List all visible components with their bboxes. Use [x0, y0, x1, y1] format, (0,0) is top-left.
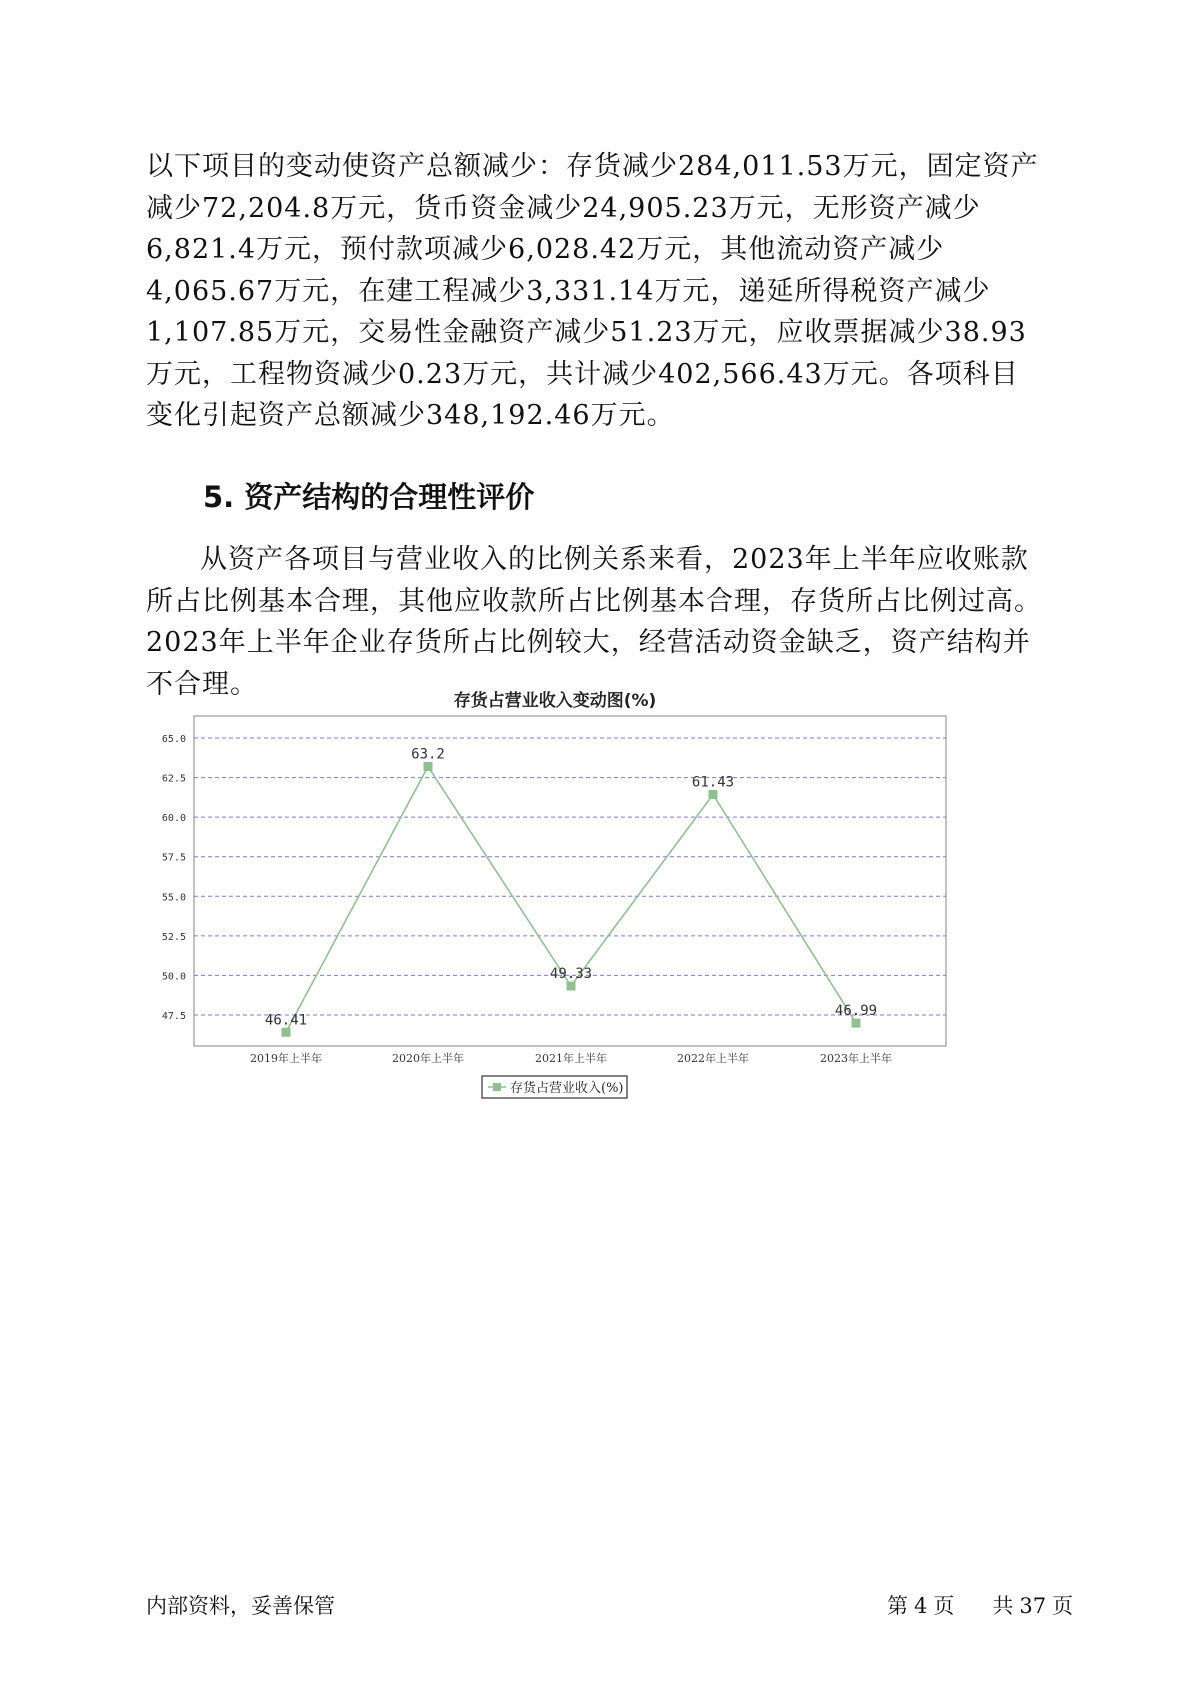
- y-tick-label: 55.0: [161, 892, 186, 904]
- total-unit: 页: [1052, 1594, 1074, 1618]
- y-tick-label: 60.0: [161, 813, 186, 825]
- inventory-revenue-chart: [0, 690, 1191, 1150]
- y-tick-label: 57.5: [161, 852, 186, 864]
- data-point-marker: [852, 1019, 861, 1028]
- series-line: [286, 766, 856, 1032]
- footer-confidential-note: 内部资料，妥善保管: [146, 1594, 335, 1618]
- data-label: 61.43: [691, 774, 735, 791]
- x-tick-label: 2019年上半年: [250, 1052, 322, 1065]
- page-prefix: 第: [887, 1594, 908, 1618]
- x-tick-label: 2021年上半年: [535, 1052, 607, 1065]
- data-label: 46.99: [834, 1003, 878, 1020]
- y-tick-label: 52.5: [161, 931, 186, 943]
- legend-marker: [493, 1083, 501, 1091]
- data-label: 63.2: [411, 746, 445, 763]
- data-point-marker: [567, 982, 576, 991]
- paragraph-asset-structure: 从资产各项目与营业收入的比例关系来看，2023年上半年应收账款所占比例基本合理，其他应收款所占比例基本合理，存货所占比例过高。2023年上半年企业存货所占比例较大，经营活动资金缺乏，资产结构并不合理。: [146, 544, 1042, 700]
- footer-page-info: [884, 1590, 1076, 1620]
- legend-label: 存货占营业收入(%): [510, 1081, 624, 1096]
- plot-frame: [194, 716, 946, 1046]
- x-tick-label: 2023年上半年: [820, 1052, 892, 1065]
- chart-title: 存货占营业收入变动图(%): [453, 691, 657, 711]
- data-point-marker: [709, 790, 718, 799]
- x-tick-label: 2022年上半年: [677, 1052, 749, 1065]
- data-point-marker: [424, 762, 433, 771]
- y-tick-label: 65.0: [161, 734, 186, 745]
- total-prefix: 共: [992, 1594, 1014, 1618]
- page-number: 4: [914, 1594, 928, 1618]
- chart-svg: [0, 690, 1191, 1150]
- page-unit: 页: [933, 1594, 955, 1618]
- data-label: 46.41: [264, 1012, 308, 1029]
- paragraph-asset-decrease: 以下项目的变动使资产总额减少：存货减少284,011.53万元，固定资产减少72,204.8万元，货币资金减少24,905.23万元，无形资产减少6,821.4万元，预付款项减少6,028.42万元，其他流动资产减少4,065.67万元，在建工程减少3,331.14万元，递延所得税资产减少1,107.85万元，交易性金融资产减少51.23万元，应收票据减少38.93万元，工程物资减少0.23万元，共计减少402,566.43万元。各项科目变化引起资产总额减少348,192.46万元。: [146, 151, 1039, 431]
- data-label: 49.33: [549, 966, 593, 983]
- data-point-marker: [282, 1028, 291, 1037]
- total-pages: 37: [1019, 1594, 1047, 1618]
- y-tick-label: 50.0: [161, 971, 186, 983]
- chart-content-group: [162, 690, 946, 1098]
- x-tick-label: 2020年上半年: [392, 1052, 464, 1065]
- y-tick-label: 62.5: [161, 773, 186, 785]
- section-title: 5. 资产结构的合理性评价: [203, 480, 535, 514]
- y-tick-label: 47.5: [161, 1011, 186, 1022]
